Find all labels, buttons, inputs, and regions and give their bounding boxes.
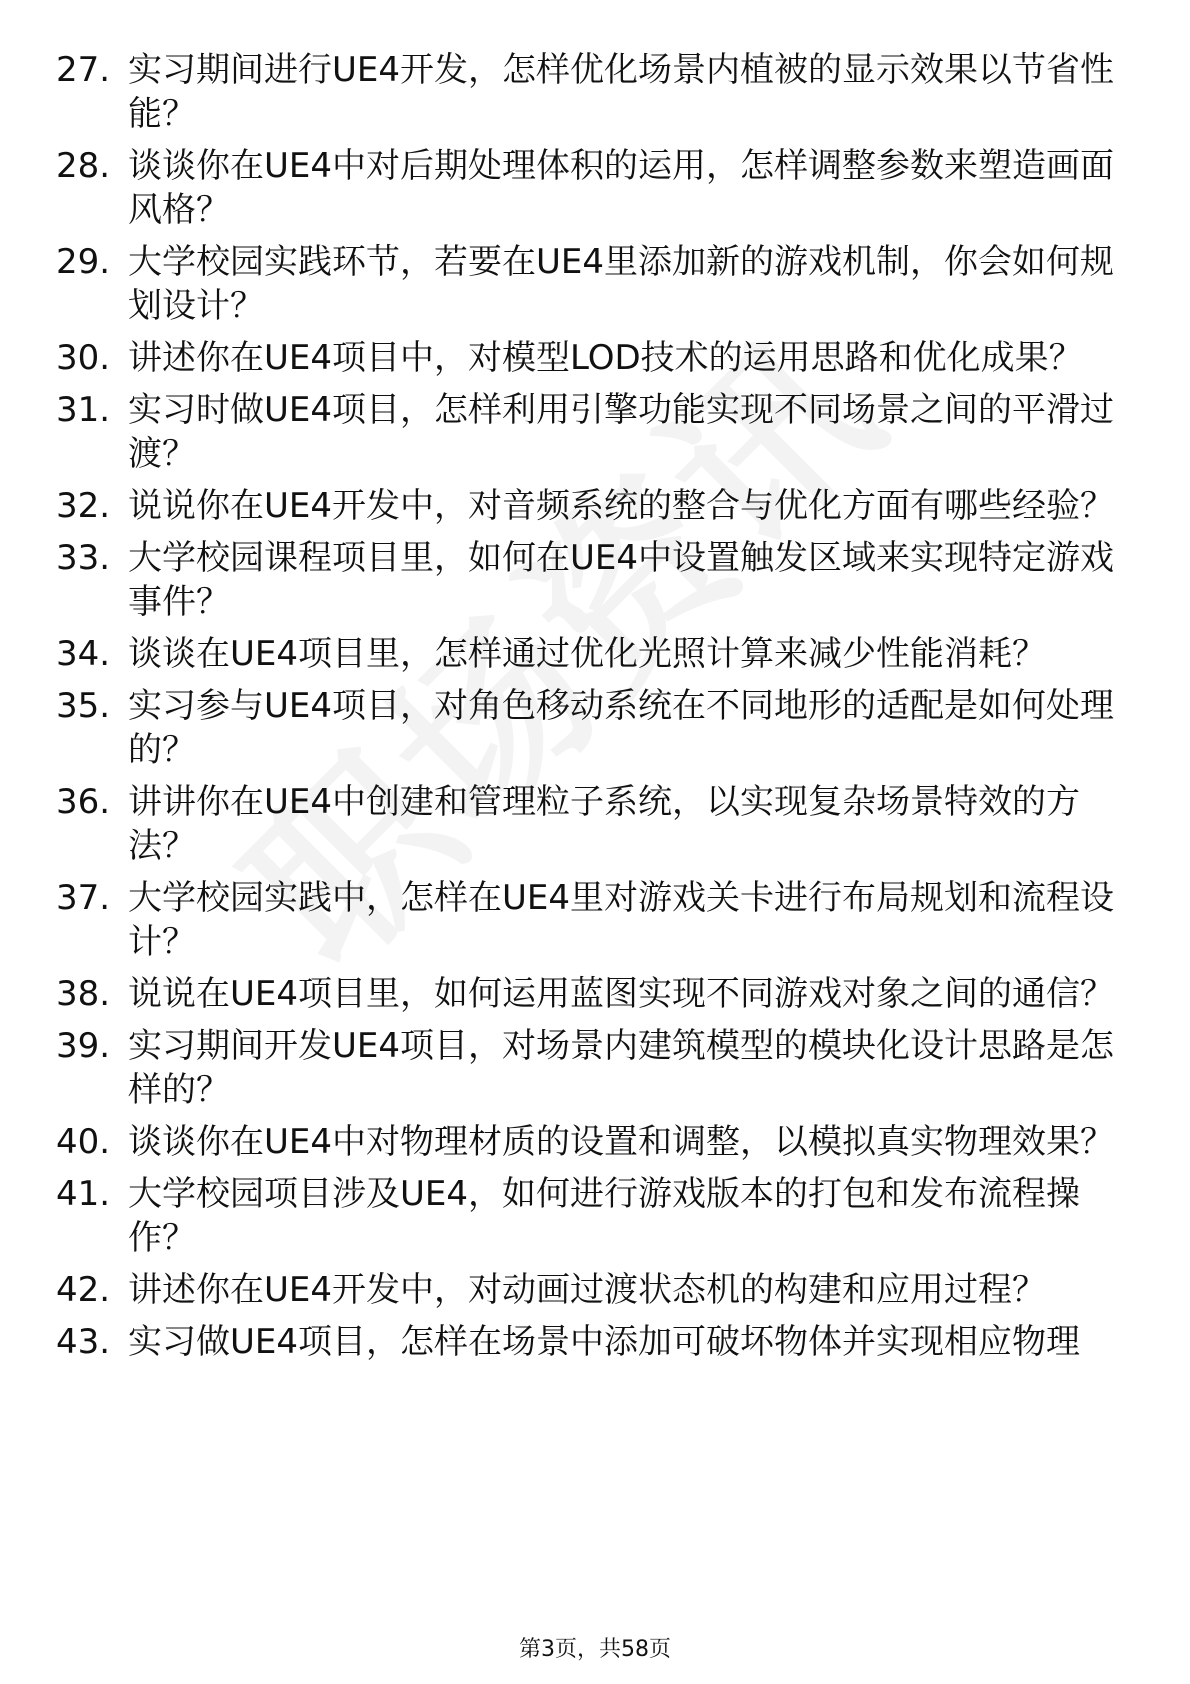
- page-number-footer: 第3页，共58页: [519, 1637, 671, 1662]
- question-text: 实习参与UE4项目，对角色移动系统在不同地形的适配是如何处理的？: [128, 686, 1114, 770]
- question-text: 大学校园项目涉及UE4，如何进行游戏版本的打包和发布流程操作？: [128, 1174, 1080, 1258]
- question-number: 30.: [56, 338, 111, 378]
- question-item: [0, 1024, 1120, 1112]
- question-item: [0, 144, 1120, 232]
- question-item: [0, 1320, 1120, 1364]
- question-number: 36.: [56, 782, 111, 822]
- question-item: [0, 336, 1120, 380]
- question-item: [0, 1120, 1120, 1164]
- question-item: [0, 1172, 1120, 1260]
- question-text: 谈谈在UE4项目里，怎样通过优化光照计算来减少性能消耗？: [128, 634, 1046, 674]
- question-number: 39.: [56, 1026, 111, 1066]
- question-text: 大学校园实践中，怎样在UE4里对游戏关卡进行布局规划和流程设计？: [128, 878, 1114, 962]
- question-text: 说说你在UE4开发中，对音频系统的整合与优化方面有哪些经验？: [128, 486, 1114, 526]
- question-item: [0, 536, 1120, 624]
- question-number: 28.: [56, 146, 111, 186]
- question-number: 31.: [56, 390, 111, 430]
- question-number: 42.: [56, 1270, 111, 1310]
- question-text: 谈谈你在UE4中对物理材质的设置和调整，以模拟真实物理效果？: [128, 1122, 1114, 1162]
- question-item: [0, 388, 1120, 476]
- question-number: 27.: [56, 50, 111, 90]
- question-number: 33.: [56, 538, 111, 578]
- question-text: 大学校园课程项目里，如何在UE4中设置触发区域来实现特定游戏事件？: [128, 538, 1114, 622]
- question-number: 41.: [56, 1174, 111, 1214]
- question-text: 谈谈你在UE4中对后期处理体积的运用，怎样调整参数来塑造画面风格？: [128, 146, 1114, 230]
- question-text: 实习做UE4项目，怎样在场景中添加可破坏物体并实现相应物理: [128, 1322, 1080, 1362]
- question-text: 实习时做UE4项目，怎样利用引擎功能实现不同场景之间的平滑过渡？: [128, 390, 1114, 474]
- question-item: [0, 48, 1120, 136]
- question-item: [0, 780, 1120, 868]
- question-number: 43.: [56, 1322, 111, 1362]
- question-item: [0, 240, 1120, 328]
- question-number: 34.: [56, 634, 111, 674]
- question-text: 讲述你在UE4项目中，对模型LOD技术的运用思路和优化成果？: [128, 338, 1083, 378]
- question-text: 大学校园实践环节，若要在UE4里添加新的游戏机制，你会如何规划设计？: [128, 242, 1114, 326]
- question-number: 29.: [56, 242, 111, 282]
- question-number: 32.: [56, 486, 111, 526]
- question-text: 实习期间进行UE4开发，怎样优化场景内植被的显示效果以节省性能？: [128, 50, 1114, 134]
- question-text: 讲讲你在UE4中创建和管理粒子系统，以实现复杂场景特效的方法？: [128, 782, 1080, 866]
- question-text: 说说在UE4项目里，如何运用蓝图实现不同游戏对象之间的通信？: [128, 974, 1114, 1014]
- question-text: 讲述你在UE4开发中，对动画过渡状态机的构建和应用过程？: [128, 1270, 1046, 1310]
- question-item: [0, 632, 1120, 676]
- question-item: [0, 972, 1120, 1016]
- question-number: 37.: [56, 878, 111, 918]
- question-number: 40.: [56, 1122, 111, 1162]
- question-number: 38.: [56, 974, 111, 1014]
- question-item: [0, 876, 1120, 964]
- question-item: [0, 684, 1120, 772]
- question-item: [0, 484, 1120, 528]
- question-item: [0, 1268, 1120, 1312]
- question-text: 实习期间开发UE4项目，对场景内建筑模型的模块化设计思路是怎样的？: [128, 1026, 1114, 1110]
- question-number: 35.: [56, 686, 111, 726]
- question-list: [0, 48, 1190, 1372]
